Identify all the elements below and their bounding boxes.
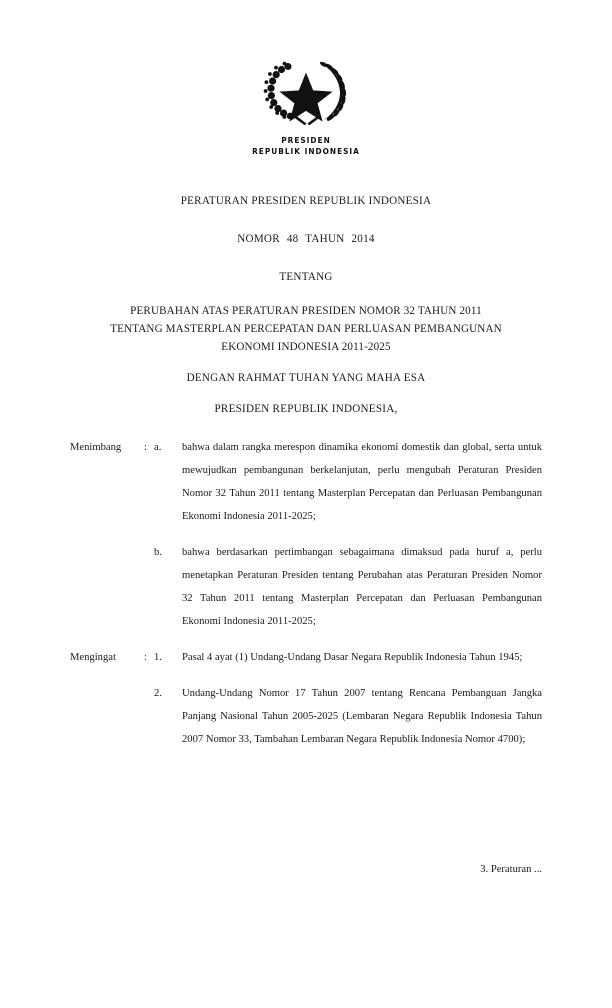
clause-text-b: bahwa berdasarkan pertimbangan sebagaimana dimaksud pada huruf a, perlu menetapkan Peraturan Presiden tentang Perubahan atas Peraturan Presiden Nomor 32 Tahun 2011 tentang Masterplan Percepatan dan Perluasan Pembangunan Ekonomi Indonesia 2011-2025; [182, 547, 542, 627]
document-headings [36, 192, 576, 418]
clause-marker-2: 2. [154, 688, 162, 699]
heading-tentang: TENTANG [279, 271, 333, 283]
clause-mengingat-2 [0, 682, 612, 751]
clause-colon-mengingat: : [144, 652, 147, 663]
footer-catchword: 3. Peraturan ... [480, 864, 542, 875]
heading-title-line-2: TENTANG MASTERPLAN PERCEPATAN DAN PERLUASAN PEMBANGUNAN [110, 323, 502, 335]
clause-list [0, 436, 612, 751]
clause-marker-b: b. [154, 547, 162, 558]
clause-marker-a: a. [154, 442, 162, 453]
clause-text-1: Pasal 4 ayat (1) Undang-Undang Dasar Negara Republik Indonesia Tahun 1945; [182, 652, 523, 663]
clause-mengingat-1 [0, 646, 612, 669]
indonesian-presidential-seal-star-icon [260, 52, 352, 132]
heading-title-line-1: PERUBAHAN ATAS PERATURAN PRESIDEN NOMOR 32 TAHUN 2011 [130, 305, 482, 317]
clause-marker-1: 1. [154, 652, 162, 663]
clause-colon-menimbang: : [144, 442, 147, 453]
presidential-emblem-block [0, 52, 612, 157]
heading-issuer: PRESIDEN REPUBLIK INDONESIA, [214, 403, 398, 415]
emblem-caption-line-1: PRESIDEN [281, 136, 331, 145]
clause-text-a: bahwa dalam rangka merespon dinamika ekonomi domestik dan global, serta untuk mewujudkan pembangunan berkelanjutan, perlu mengubah Peraturan Presiden Nomor 32 Tahun 2011 tentang Masterplan Percepatan dan Perluasan Pembangunan Ekonomi Indonesia 2011-2025; [182, 442, 542, 522]
heading-number-year: NOMOR 48 TAHUN 2014 [237, 233, 375, 245]
clause-menimbang-a [0, 436, 612, 528]
heading-title-line-3: EKONOMI INDONESIA 2011-2025 [221, 341, 391, 353]
emblem-caption [24, 136, 587, 157]
clause-text-2: Undang-Undang Nomor 17 Tahun 2007 tentang Rencana Pembanguan Jangka Panjang Nasional Tahun 2005-2025 (Lembaran Negara Republik Indonesia Tahun 2007 Nomor 33, Tambahan Lembaran Negara Republik Indonesia Nomor 4700); [182, 688, 542, 745]
emblem-caption-line-2: REPUBLIK INDONESIA [252, 146, 360, 156]
clause-label-mengingat: Mengingat [70, 652, 116, 663]
heading-regulation-type: PERATURAN PRESIDEN REPUBLIK INDONESIA [180, 195, 432, 207]
clause-label-menimbang: Menimbang [70, 442, 122, 453]
clause-menimbang-b [0, 541, 612, 633]
heading-invocation: DENGAN RAHMAT TUHAN YANG MAHA ESA [186, 372, 426, 384]
